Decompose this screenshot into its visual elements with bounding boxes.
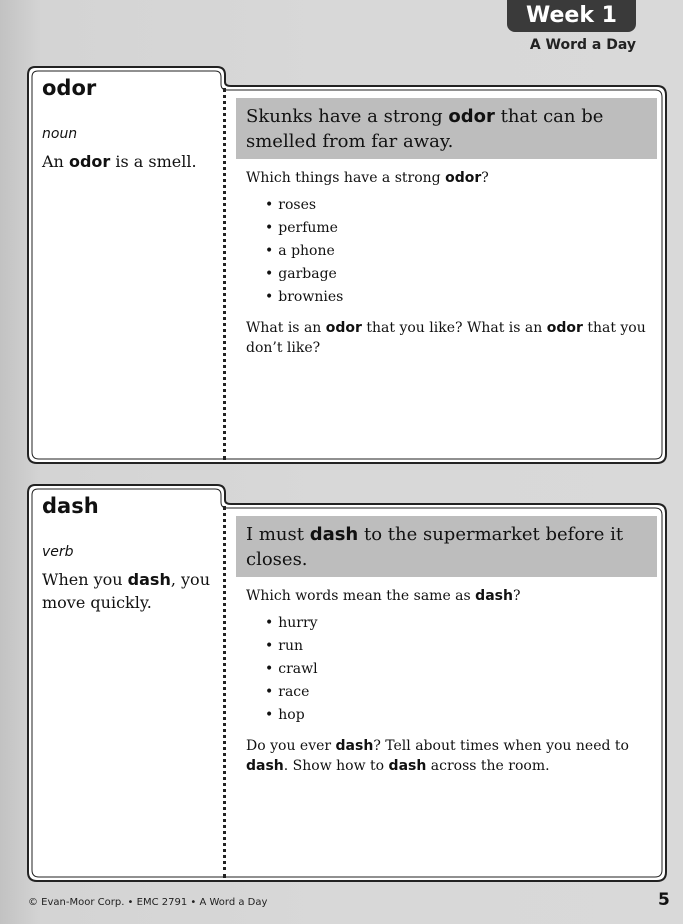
list-item: • race [265,681,318,704]
list-item: • hurry [265,612,318,635]
footer-credit: © Evan-Moor Corp. • EMC 2791 • A Word a Day [28,897,268,908]
list-item: • roses [265,194,343,217]
vocab-word: odor [42,76,97,100]
vocab-word: dash [42,494,99,518]
list-item: • hop [265,704,318,727]
followup-question: What is an odor that you like? What is an odor that you don’t like? [246,320,646,356]
part-of-speech: noun [42,126,78,142]
definition: An odor is a smell. [42,152,197,171]
series-title: A Word a Day [529,37,636,53]
page-number: 5 [658,890,670,910]
example-sentence: I must dash to the supermarket before it closes. [236,516,657,577]
dotted-divider [223,88,226,460]
followup-question: Do you ever dash? Tell about times when you need to dash. Show how to dash across the room. [246,738,629,774]
list-item: • run [265,635,318,658]
part-of-speech: verb [42,544,74,560]
word-card-odor [27,66,667,466]
dotted-divider [223,506,226,878]
list-item: • a phone [265,240,343,263]
list-item: • garbage [265,263,343,286]
option-list [265,194,343,309]
list-item: • crawl [265,658,318,681]
list-item: • brownies [265,286,343,309]
question: Which words mean the same as dash? [246,588,521,604]
question: Which things have a strong odor? [246,170,489,186]
week-badge: Week 1 [507,0,636,32]
word-card-dash [27,484,667,884]
definition: When you dash, you move quickly. [42,570,210,612]
example-sentence: Skunks have a strong odor that can be smelled from far away. [236,98,657,159]
option-list [265,612,318,727]
list-item: • perfume [265,217,343,240]
